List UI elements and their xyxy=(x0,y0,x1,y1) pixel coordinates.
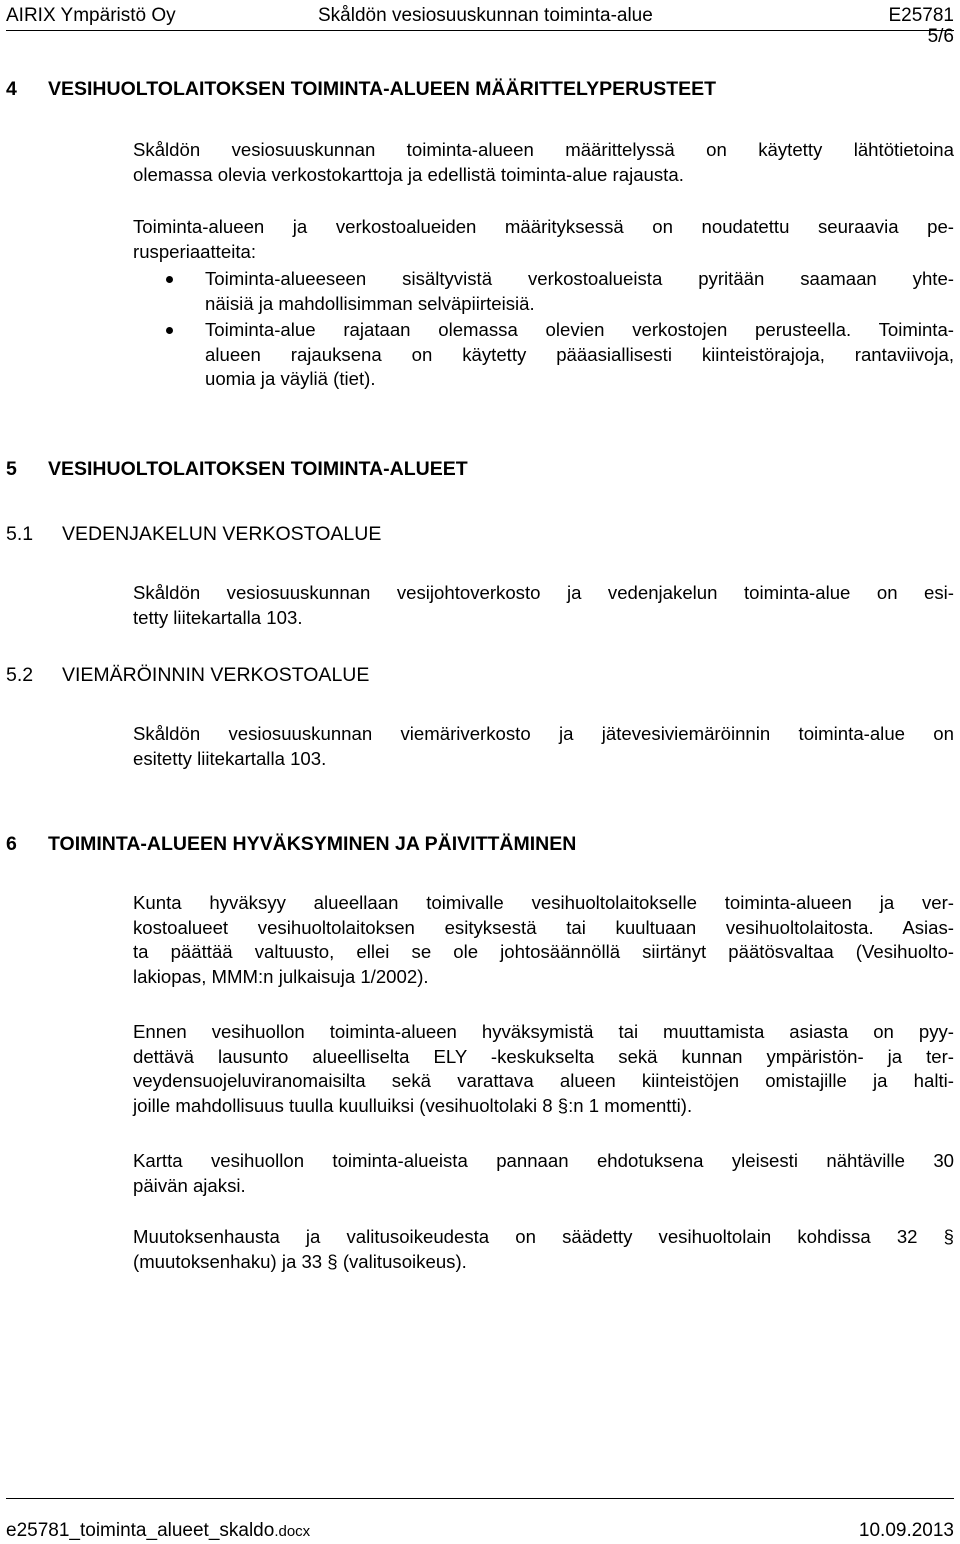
text-line: Kartta vesihuollon toiminta-alueista pannaan ehdotuksena yleisesti nähtäville 30 xyxy=(133,1150,954,1171)
text-line: Toiminta-alueeseen sisältyvistä verkostoalueista pyritään saamaan yhte- xyxy=(205,268,954,289)
filename-text: e25781_toiminta_alueet_skaldo xyxy=(6,1520,275,1541)
header-doc-code: E25781 xyxy=(888,5,954,26)
text-line: Muutoksenhausta ja valitusoikeudesta on säädetty vesihuoltolain kohdissa 32 § xyxy=(133,1226,954,1247)
section-title: VEDENJAKELUN VERKOSTOALUE xyxy=(62,523,382,545)
section-4-paragraph-1 xyxy=(133,138,954,187)
text-line: näisiä ja mahdollisimman selväpiirteisiä. xyxy=(205,292,535,314)
page-footer xyxy=(6,1498,954,1539)
text-line: Ennen vesihuollon toiminta-alueen hyväksymistä tai muuttamista asiasta on pyy- xyxy=(133,1021,954,1042)
section-title: TOIMINTA-ALUEEN HYVÄKSYMINEN JA PÄIVITTÄMINEN xyxy=(48,833,577,855)
text-line: joille mahdollisuus tuulla kuulluiksi (vesihuoltolaki 8 §:n 1 momentti). xyxy=(133,1094,693,1116)
section-number: 5 xyxy=(6,458,17,480)
text-line: Skåldön vesiosuuskunnan viemäriverkosto ja jätevesiviemäröinnin toiminta-alue on xyxy=(133,723,954,744)
section-number: 4 xyxy=(6,78,17,100)
text-line: dettävä lausunto alueelliselta ELY -keskukselta sekä kunnan ympäristön- ja ter- xyxy=(133,1045,954,1067)
filename-extension: .docx xyxy=(274,1523,311,1540)
text-line: olemassa olevia verkostokarttoja ja edellistä toiminta-alue rajausta. xyxy=(133,163,684,185)
list-item xyxy=(160,267,954,316)
text-line: lakiopas, MMM:n julkaisuja 1/2002). xyxy=(133,965,429,987)
section-number: 6 xyxy=(6,833,17,855)
section-5-heading xyxy=(6,457,468,481)
section-number: 5.1 xyxy=(6,523,34,545)
text-line: alueen rajauksena on käytetty pääasiallisesti kiinteistörajoja, rantaviivoja, xyxy=(205,343,954,365)
text-line: Kunta hyväksyy alueellaan toimivalle vesihuoltolaitokselle toiminta-alueen ja ver- xyxy=(133,892,954,913)
section-title: VESIHUOLTOLAITOKSEN TOIMINTA-ALUEEN MÄÄRITTELYPERUSTEET xyxy=(48,78,717,100)
section-6-paragraph-2 xyxy=(133,1020,954,1118)
section-6-paragraph-1 xyxy=(133,891,954,989)
page-number: 5/6 xyxy=(927,26,954,47)
text-line: Toiminta-alueen ja verkostoalueiden määrityksessä on noudatettu seuraavia pe- xyxy=(133,216,954,237)
page-header xyxy=(6,2,954,31)
section-4-heading xyxy=(6,77,716,101)
text-line: päivän ajaksi. xyxy=(133,1174,246,1196)
text-line: ta päättää valtuusto, ellei se ole johtosäännöllä siirtänyt päätösvaltaa (Vesihuolto- xyxy=(133,941,954,962)
text-line: uomia ja väyliä (tiet). xyxy=(205,368,376,389)
section-number: 5.2 xyxy=(6,664,34,686)
section-5-2-paragraph xyxy=(133,722,954,771)
footer-date: 10.09.2013 xyxy=(858,1520,954,1541)
text-line: rusperiaatteita: xyxy=(133,240,256,262)
list-item xyxy=(160,318,954,392)
text-line: Toiminta-alue rajataan olemassa olevien verkostojen perusteella. Toiminta- xyxy=(205,319,954,340)
section-4-paragraph-2 xyxy=(133,215,954,264)
section-6-heading xyxy=(6,832,576,856)
section-5-1-paragraph xyxy=(133,581,954,630)
principles-list xyxy=(160,267,954,392)
section-title: VESIHUOLTOLAITOKSEN TOIMINTA-ALUEET xyxy=(48,458,468,480)
section-title: VIEMÄRÖINNIN VERKOSTOALUE xyxy=(62,664,370,686)
header-company: AIRIX Ympäristö Oy xyxy=(6,5,176,26)
text-line: kostoalueet vesihuoltolaitoksen esityksestä tai kuultuaan vesihuoltolaitosta. Asias- xyxy=(133,916,954,938)
header-doc-title: Skåldön vesiosuuskunnan toiminta-alue xyxy=(318,5,653,26)
text-line: (muutoksenhaku) ja 33 § (valitusoikeus). xyxy=(133,1250,467,1272)
text-line: esitetty liitekartalla 103. xyxy=(133,747,327,769)
section-6-paragraph-3 xyxy=(133,1149,954,1198)
text-line: Skåldön vesiosuuskunnan vesijohtoverkosto ja vedenjakelun toiminta-alue on esi- xyxy=(133,582,954,603)
section-5-1-heading xyxy=(6,522,381,546)
bullet-icon xyxy=(166,327,173,334)
text-line: Skåldön vesiosuuskunnan toiminta-alueen määrittelyssä on käytetty lähtötietoina xyxy=(133,139,954,160)
bullet-icon xyxy=(166,276,173,283)
text-line: tetty liitekartalla 103. xyxy=(133,606,303,628)
section-6-paragraph-4 xyxy=(133,1225,954,1274)
section-5-2-heading xyxy=(6,663,369,687)
footer-filename xyxy=(6,1519,310,1544)
text-line: veydensuojeluviranomaisilta sekä varattava alueen kiinteistöjen omistajille ja halti- xyxy=(133,1070,954,1091)
